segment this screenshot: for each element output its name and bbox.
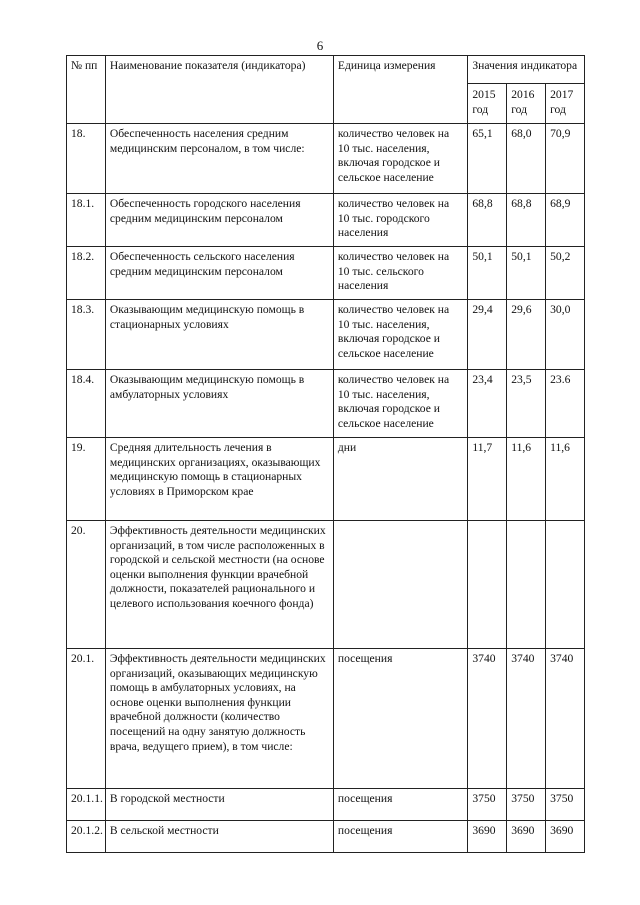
row-num: 19. xyxy=(67,438,106,521)
row-value-2016 xyxy=(507,521,546,649)
row-value-2015: 65,1 xyxy=(468,124,507,194)
table-row xyxy=(67,247,585,300)
row-value-2017: 3690 xyxy=(546,821,585,853)
row-unit: количество человек на 10 тыс. населения, включая городское и сельское население xyxy=(333,300,467,370)
row-name: Оказывающим медицинскую помощь в стационарных условиях xyxy=(105,300,333,370)
table-row xyxy=(67,649,585,789)
header-num: № пп xyxy=(67,56,106,124)
header-name: Наименование показателя (индикатора) xyxy=(105,56,333,124)
row-value-2016: 3740 xyxy=(507,649,546,789)
row-name: В сельской местности xyxy=(105,821,333,853)
row-unit: количество человек на 10 тыс. городского населения xyxy=(333,194,467,247)
row-value-2016: 11,6 xyxy=(507,438,546,521)
row-value-2015 xyxy=(468,521,507,649)
row-value-2015: 3740 xyxy=(468,649,507,789)
table-row xyxy=(67,300,585,370)
row-value-2015: 3750 xyxy=(468,789,507,821)
row-name: Обеспеченность населения средним медицинским персоналом, в том числе: xyxy=(105,124,333,194)
row-name: Эффективность деятельности медицинских организаций, в том числе расположенных в городской и сельской местности (на основе оценки выполнения функции врачебной должности, показателей рационального и целевого использования коечного фонда) xyxy=(105,521,333,649)
row-value-2017: 70,9 xyxy=(546,124,585,194)
row-value-2015: 23,4 xyxy=(468,370,507,438)
row-value-2016: 3750 xyxy=(507,789,546,821)
row-value-2015: 68,8 xyxy=(468,194,507,247)
header-unit: Единица измерения xyxy=(333,56,467,124)
row-unit xyxy=(333,521,467,649)
row-value-2017: 23.6 xyxy=(546,370,585,438)
header-year-2016: 2016 год xyxy=(507,84,546,124)
row-value-2017: 3750 xyxy=(546,789,585,821)
header-year-2017: 2017 год xyxy=(546,84,585,124)
table-row xyxy=(67,521,585,649)
row-value-2017: 11,6 xyxy=(546,438,585,521)
page-number: 6 xyxy=(316,38,324,53)
row-value-2016: 50,1 xyxy=(507,247,546,300)
row-value-2017: 50,2 xyxy=(546,247,585,300)
row-value-2015: 50,1 xyxy=(468,247,507,300)
header-year-2015: 2015 год xyxy=(468,84,507,124)
row-num: 18. xyxy=(67,124,106,194)
row-name: Оказывающим медицинскую помощь в амбулаторных условиях xyxy=(105,370,333,438)
row-value-2016: 3690 xyxy=(507,821,546,853)
table-row xyxy=(67,194,585,247)
table-row xyxy=(67,124,585,194)
table-row xyxy=(67,438,585,521)
table-row xyxy=(67,821,585,853)
row-value-2017: 68,9 xyxy=(546,194,585,247)
row-value-2016: 29,6 xyxy=(507,300,546,370)
row-unit: количество человек на 10 тыс. населения, включая городское и сельское население xyxy=(333,124,467,194)
row-unit: посещения xyxy=(333,649,467,789)
row-num: 18.1. xyxy=(67,194,106,247)
row-value-2015: 29,4 xyxy=(468,300,507,370)
row-num: 18.3. xyxy=(67,300,106,370)
row-unit: количество человек на 10 тыс. сельского населения xyxy=(333,247,467,300)
indicator-table xyxy=(66,55,585,853)
table-row xyxy=(67,789,585,821)
row-num: 18.2. xyxy=(67,247,106,300)
row-num: 18.4. xyxy=(67,370,106,438)
row-unit: посещения xyxy=(333,821,467,853)
row-num: 20.1. xyxy=(67,649,106,789)
row-unit: количество человек на 10 тыс. населения, включая городское и сельское население xyxy=(333,370,467,438)
row-name: Обеспеченность сельского населения средним медицинским персоналом xyxy=(105,247,333,300)
row-name: Обеспеченность городского населения средним медицинским персоналом xyxy=(105,194,333,247)
row-value-2017 xyxy=(546,521,585,649)
row-name: В городской местности xyxy=(105,789,333,821)
row-value-2016: 68,8 xyxy=(507,194,546,247)
row-value-2016: 68,0 xyxy=(507,124,546,194)
row-value-2017: 30,0 xyxy=(546,300,585,370)
row-num: 20. xyxy=(67,521,106,649)
row-value-2016: 23,5 xyxy=(507,370,546,438)
row-num: 20.1.1. xyxy=(67,789,106,821)
header-values: Значения индикатора xyxy=(468,56,585,84)
row-value-2015: 3690 xyxy=(468,821,507,853)
row-unit: посещения xyxy=(333,789,467,821)
table-row xyxy=(67,370,585,438)
row-name: Средняя длительность лечения в медицинских организациях, оказывающих медицинскую помощь в стационарных условиях в Приморском крае xyxy=(105,438,333,521)
row-value-2015: 11,7 xyxy=(468,438,507,521)
row-num: 20.1.2. xyxy=(67,821,106,853)
row-name: Эффективность деятельности медицинских организаций, оказывающих медицинскую помощь в амбулаторных условиях, на основе оценки выполнения функции врачебной должности (количество посещений на одну занятую должность врача, ведущего прием), в том числе: xyxy=(105,649,333,789)
row-value-2017: 3740 xyxy=(546,649,585,789)
row-unit: дни xyxy=(333,438,467,521)
